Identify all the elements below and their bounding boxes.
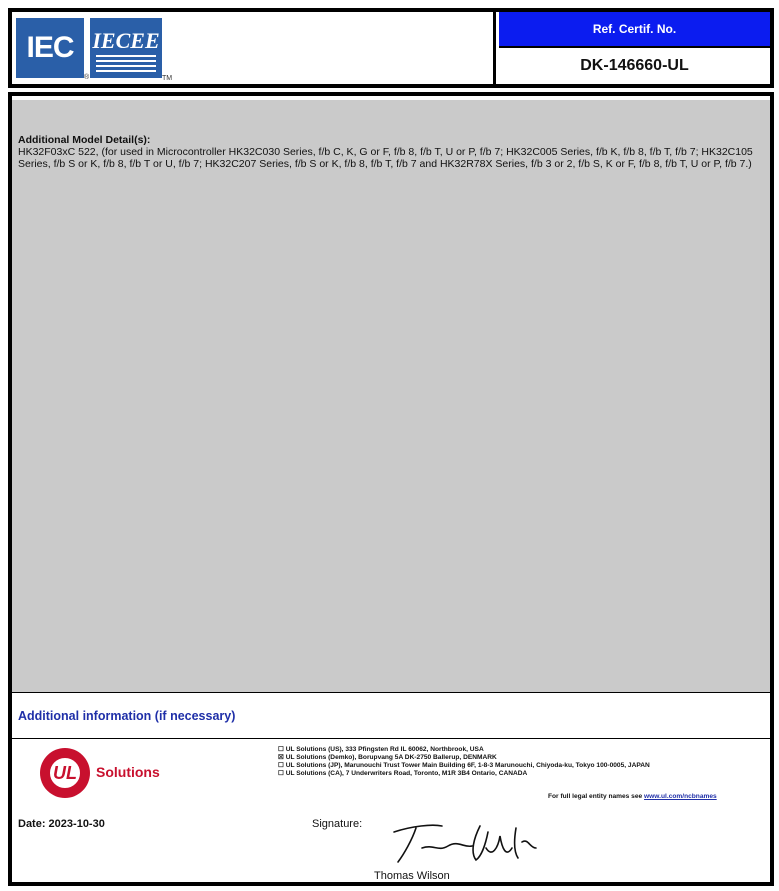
iec-logo (16, 18, 84, 78)
ul-solutions-logo (30, 748, 200, 802)
office-list (278, 746, 768, 778)
ref-certificate-box (499, 12, 770, 84)
registered-mark: ® (84, 74, 90, 81)
signature-label: Signature: (312, 818, 363, 830)
certificate-header (8, 8, 774, 88)
handwritten-signature (382, 818, 552, 868)
ul-circle-icon (40, 748, 90, 798)
iecee-logo-stripes-icon (92, 52, 160, 74)
ref-label: Ref. Certif. No. (499, 12, 770, 46)
ul-letters: UL (47, 755, 83, 791)
trademark-mark: TM (162, 75, 173, 82)
issue-date: Date: 2023-10-30 (18, 818, 105, 830)
additional-info-row (12, 693, 770, 739)
office-item: ☒ UL Solutions (Demko), Borupvang 5A DK-2750 Ballerup, DENMARK (278, 754, 497, 761)
iecee-logo-text: IECEE (92, 28, 160, 53)
ref-number: DK-146660-UL (499, 46, 770, 84)
iec-logo-text: IEC (26, 31, 74, 64)
signer-name: Thomas Wilson (374, 870, 450, 882)
ul-logo-text: Solutions (96, 764, 160, 780)
legal-entity-note (548, 793, 717, 800)
office-item: ☐ UL Solutions (US), 333 Pfingsten Rd IL 60062, Northbrook, USA (278, 746, 484, 753)
model-details-panel (12, 100, 770, 693)
details-text: HK32F03xC 522, (for used in Microcontroller HK32C030 Series, f/b C, K, G or F, f/b 8, f/b T, U or P, f/b 7; HK32C005 Series, f/b K, f/b 8, f/b T, f/b 7; HK32C105 Series, f/b S or K, f/b 8, f/b T or U, f/b 7; HK32C207 Series, f/b S or K, f/b 8, f/b T, f/b 7 and HK32R78X Series, f/b 3 or 2, f/b S, K or F, f/b 8, f/b T, U or P, f/b 7.) (18, 146, 753, 170)
office-item: ☐ UL Solutions (JP), Marunouchi Trust Tower Main Building 6F, 1-8-3 Marunouchi, Chiyoda-ku, Tokyo 100-0005, JAPAN (278, 762, 650, 769)
details-title: Additional Model Detail(s): (18, 134, 151, 146)
additional-info-label: Additional information (if necessary) (18, 709, 236, 723)
logo-area (12, 12, 496, 84)
legal-entity-link[interactable]: www.ul.com/ncbnames (644, 793, 717, 800)
certificate-body (8, 92, 774, 886)
office-item: ☐ UL Solutions (CA), 7 Underwriters Road, Toronto, M1R 3B4 Ontario, CANADA (278, 770, 528, 777)
legal-prefix: For full legal entity names see (548, 793, 643, 800)
